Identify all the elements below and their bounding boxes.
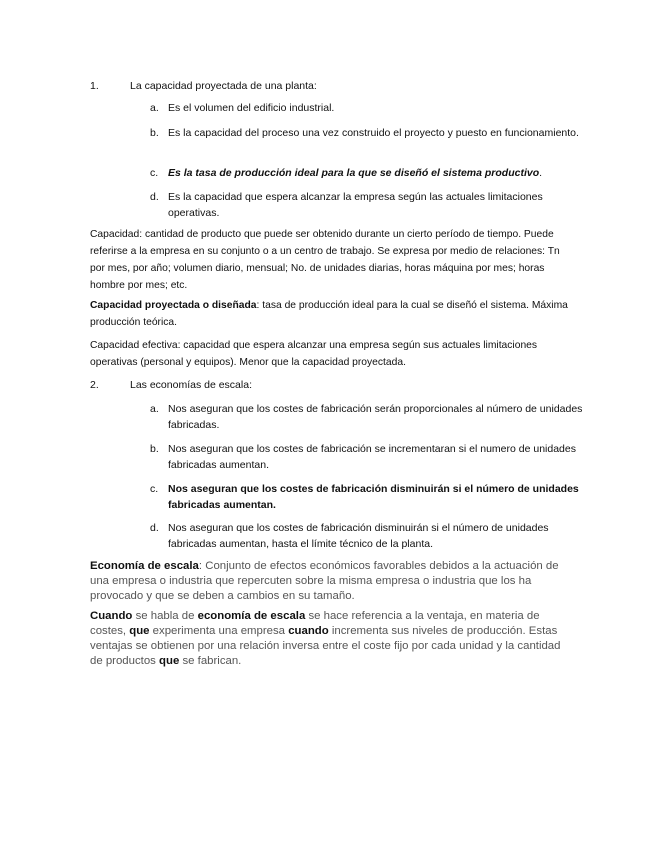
note-text: experimenta una empresa bbox=[149, 625, 289, 637]
option-label: b. bbox=[150, 127, 159, 139]
note-text: incrementa sus niveles de producción. Estas ventajas se obtienen por una relación inversa entre el coste fijo por cada unidad y la cantidad de productos bbox=[90, 625, 561, 667]
note-text: : tasa de producción ideal para la cual se diseñó el sistema. Máxima producción teórica. bbox=[90, 300, 568, 328]
option-text: Nos aseguran que los costes de fabricación serán proporcionales al número de unidades fabricadas. bbox=[168, 403, 583, 431]
option-text-suffix: . bbox=[539, 167, 543, 179]
note-text: se fabrican. bbox=[179, 655, 242, 667]
option-label: a. bbox=[150, 403, 159, 415]
highlight-word: que bbox=[159, 655, 180, 667]
note-term: Capacidad proyectada o diseñada bbox=[90, 300, 257, 311]
question-2-text: Las economías de escala: bbox=[130, 379, 252, 391]
question-1-text: La capacidad proyectada de una planta: bbox=[130, 80, 317, 92]
highlight-word: economía de escala bbox=[197, 610, 306, 622]
option-label: d. bbox=[150, 191, 159, 203]
question-1-number: 1. bbox=[90, 80, 99, 92]
option-label: d. bbox=[150, 522, 159, 534]
option-text: Es la capacidad del proceso una vez construido el proyecto y puesto en funcionamiento. bbox=[168, 127, 579, 139]
option-text: Nos aseguran que los costes de fabricación se incrementaran si el numero de unidades fabricadas aumentan. bbox=[168, 443, 576, 471]
note-capacidad: Capacidad: cantidad de producto que puede ser obtenido durante un cierto período de tiempo. Puede referirse a la empresa en su conjunto o a un centro de trabajo. Se expresa por medio de relaciones: Tn por mes, por año; volumen diario, mensual; No. de unidades diarias, horas máquina por mes; horas hombre por mes; etc. bbox=[90, 229, 560, 291]
option-label: a. bbox=[150, 102, 159, 114]
highlight-word: Cuando bbox=[90, 610, 133, 622]
option-text-correct: Nos aseguran que los costes de fabricación disminuirán si el número de unidades fabricadas aumentan. bbox=[168, 483, 579, 511]
option-text-wrapper bbox=[168, 166, 583, 182]
note-capacidad-proyectada bbox=[90, 297, 570, 331]
highlight-word: cuando bbox=[288, 625, 329, 637]
note-economia-escala bbox=[90, 559, 570, 604]
note-text: se hace referencia a la ventaja, en materia de costes, bbox=[90, 610, 540, 637]
note-economia-escala-detalle bbox=[90, 609, 570, 669]
option-text: Nos aseguran que los costes de fabricación disminuirán si el número de unidades fabricadas aumentan, hasta el límite técnico de la planta. bbox=[168, 522, 549, 550]
option-label: b. bbox=[150, 443, 159, 455]
note-text: : Conjunto de efectos económicos favorables debidos a la actuación de una empresa o industria que repercuten sobre la misma empresa o industria que los ha provocado y que se deben a cambios en su tamaño. bbox=[90, 560, 559, 602]
note-text: se habla de bbox=[132, 610, 198, 622]
option-text: Es el volumen del edificio industrial. bbox=[168, 102, 335, 114]
highlight-word: que bbox=[129, 625, 150, 637]
option-label: c. bbox=[150, 483, 159, 495]
note-capacidad-efectiva: Capacidad efectiva: capacidad que espera alcanzar una empresa según sus actuales limitaciones operativas (personal y equipos). Menor que la capacidad proyectada. bbox=[90, 340, 538, 368]
question-2-number: 2. bbox=[90, 379, 99, 391]
note-term: Economía de escala bbox=[90, 560, 199, 572]
option-text-correct: Es la tasa de producción ideal para la que se diseñó el sistema productivo bbox=[168, 167, 540, 179]
option-text: Es la capacidad que espera alcanzar la empresa según las actuales limitaciones operativas. bbox=[168, 191, 543, 219]
option-label: c. bbox=[150, 167, 159, 179]
